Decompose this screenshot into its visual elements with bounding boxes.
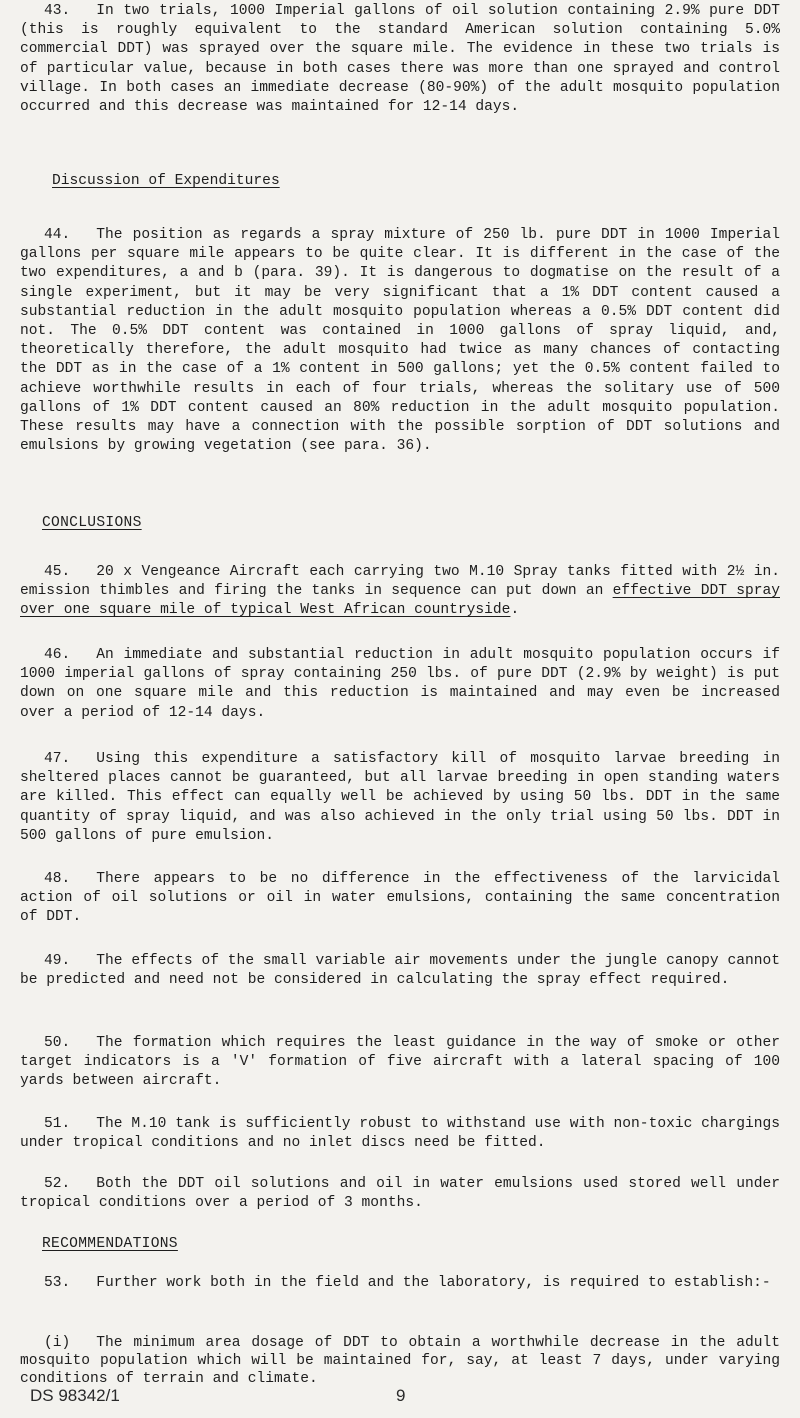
paragraph-text: The effects of the small variable air movements under the jungle canopy cannot be predicted and need not be considered in calculating the spray effect required. — [20, 953, 780, 989]
paragraph-51 — [20, 1115, 780, 1153]
paragraph-number: 51. — [44, 1116, 71, 1132]
paragraph-text: In two trials, 1000 Imperial gallons of oil solution containing 2.9% pure DDT (this is roughly equivalent to the standard American solution containing 5.0% commercial DDT) was sprayed over the square mile. The evidence in these two trials is of particular value, because in both cases there was more than one sprayed and control village. In both cases an immediate decrease (80-90%) of the adult mosquito population occurred and this decrease was maintained for 12-14 days. — [20, 3, 780, 116]
paragraph-number: 50. — [44, 1035, 71, 1051]
paragraph-52 — [20, 1175, 780, 1213]
paragraph-44 — [20, 226, 780, 456]
paragraph-number: 47. — [44, 751, 71, 767]
heading-conclusions: CONCLUSIONS — [42, 515, 142, 531]
paragraph-text: The formation which requires the least guidance in the way of smoke or other target indicators is a 'V' formation of five aircraft with a lateral spacing of 100 yards between aircraft. — [20, 1035, 780, 1090]
paragraph-48 — [20, 870, 780, 928]
paragraph-47 — [20, 750, 780, 846]
heading-discussion-of-expenditures: Discussion of Expenditures — [52, 173, 280, 189]
paragraph-number: 46. — [44, 647, 71, 663]
paragraph-text: The M.10 tank is sufficiently robust to withstand use with non-toxic chargings under tropical conditions and no inlet discs need be fitted. — [20, 1116, 780, 1152]
page-number: 9 — [396, 1386, 406, 1405]
heading-recommendations: RECOMMENDATIONS — [42, 1236, 178, 1252]
subparagraph-number: (i) — [44, 1335, 71, 1351]
paragraph-number: 48. — [44, 871, 71, 887]
paragraph-number: 44. — [44, 227, 71, 243]
paragraph-46 — [20, 646, 780, 723]
paragraph-53 — [20, 1274, 780, 1293]
paragraph-43 — [20, 2, 780, 117]
paragraph-text: The position as regards a spray mixture of 250 lb. pure DDT in 1000 Imperial gallons per square mile appears to be quite clear. It is different in the case of the two expenditures, a and b (para. 39). It is dangerous to dogmatise on the result of a single experiment, but it may be very significant that a 1% DDT content caused a substantial reduction in the adult mosquito population whereas a 0.5% DDT content did not. The 0.5% DDT content was contained in 1000 gallons of spray liquid, and, theoretically therefore, the adult mosquito had twice as many chances of contacting the DDT as in the case of a 1% content in 500 gallons; yet the 0.5% content failed to achieve worthwhile results in each of four trials, whereas the solitary use of 500 gallons of 1% DDT content caused an 80% reduction in the adult mosquito population. These results may have a connection with the possible sorption of DDT solutions and emulsions by growing vegetation (see para. 36). — [20, 227, 780, 455]
paragraph-text: There appears to be no difference in the effectiveness of the larvicidal action of oil solutions or oil in water emulsions, containing the same concentration of DDT. — [20, 871, 780, 926]
paragraph-number: 53. — [44, 1275, 71, 1291]
paragraph-text: Both the DDT oil solutions and oil in water emulsions used stored well under tropical conditions over a period of 3 months. — [20, 1176, 780, 1212]
paragraph-text: An immediate and substantial reduction in adult mosquito population occurs if 1000 imperial gallons of spray containing 250 lbs. of pure DDT (2.9% by weight) is put down on one square mile and this reduction is maintained and may even be increased over a period of 12-14 days. — [20, 647, 780, 721]
paragraph-text: The minimum area dosage of DDT to obtain a worthwhile decrease in the adult mosquito population which will be maintained for, say, at least 7 days, under varying conditions of terrain and climate. — [20, 1335, 780, 1387]
document-reference: DS 98342/1 — [30, 1386, 120, 1405]
paragraph-text: Using this expenditure a satisfactory kill of mosquito larvae breeding in sheltered places cannot be guaranteed, but all larvae breeding in open standing waters are killed. This effect can equally well be achieved by using 50 lbs. DDT in the same quantity of spray liquid, and was also achieved in the only trial using 50 lbs. DDT in 500 gallons of pure emulsion. — [20, 751, 780, 844]
paragraph-45 — [20, 563, 780, 621]
underlined-conclusion: effective DDT spray over one square mile of typical West African countryside — [20, 583, 780, 619]
paragraph-number: 52. — [44, 1176, 71, 1192]
paragraph-number: 43. — [44, 3, 71, 19]
paragraph-number: 45. — [44, 564, 71, 580]
paragraph-text: Further work both in the field and the laboratory, is required to establish:- — [96, 1275, 771, 1291]
paragraph-49 — [20, 952, 780, 990]
paragraph-text: 20 x Vengeance Aircraft each carrying two M.10 Spray tanks fitted with 2½ in. emission thimbles and firing the tanks in sequence can put down an — [20, 564, 780, 600]
paragraph-text-end: . — [510, 602, 520, 619]
paragraph-number: 49. — [44, 953, 71, 969]
paragraph-53-i — [20, 1334, 780, 1388]
paragraph-50 — [20, 1034, 780, 1092]
